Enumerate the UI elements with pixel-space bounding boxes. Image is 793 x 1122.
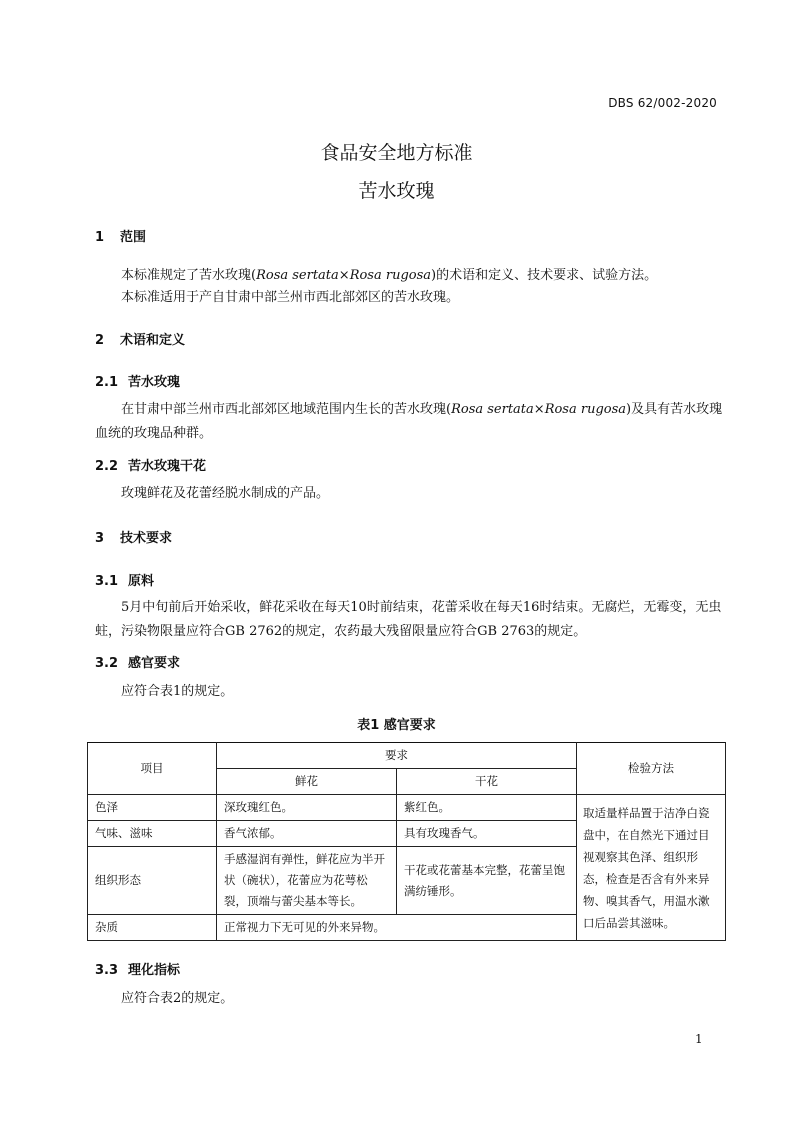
- section-2-2-paragraph: 玫瑰鲜花及花蕾经脱水制成的产品。: [121, 486, 330, 501]
- header-item: 项目: [88, 743, 217, 795]
- section-2-1-paragraph: 在甘肃中部兰州市西北部郊区地域范围内生长的苦水玫瑰(Rosa sertata×Rosa rugosa)及具有苦水玫瑰血统的玫瑰品种群。: [95, 402, 723, 441]
- inspection-method: 取适量样品置于洁净白瓷盘中，在自然光下通过目视观察其色泽、组织形态，检查是否含有外来异物、嗅其香气，用温水漱口后品尝其滋味。: [577, 795, 726, 941]
- header-fresh: 鲜花: [217, 769, 397, 795]
- row-dried: 具有玫瑰香气。: [397, 821, 577, 847]
- section-number: 1: [95, 230, 105, 245]
- header-requirement: 要求: [217, 743, 577, 769]
- row-item: 气味、滋味: [88, 821, 217, 847]
- row-fresh: 香气浓郁。: [217, 821, 397, 847]
- section-2-heading: 2 术语和定义: [95, 333, 186, 348]
- row-fresh: 深玫瑰红色。: [217, 795, 397, 821]
- row-dried: 干花或花蕾基本完整，花蕾呈饱满纺锤形。: [397, 847, 577, 915]
- table-row: [88, 795, 726, 821]
- section-3-2-heading: 3.2 感官要求: [95, 656, 181, 671]
- section-3-3-paragraph: 应符合表2的规定。: [121, 991, 234, 1006]
- row-fresh: 手感湿润有弹性，鲜花应为半开状（碗状），花蕾应为花萼松裂，顶端与蕾尖基本等长。: [217, 847, 397, 915]
- table-header-row: [88, 743, 726, 769]
- row-item: 组织形态: [88, 847, 217, 915]
- section-3-1-heading: 3.1 原料: [95, 574, 155, 589]
- sensory-requirements-table: [87, 742, 726, 941]
- row-item: 色泽: [88, 795, 217, 821]
- section-2-2-heading: 2.2 苦水玫瑰干花: [95, 459, 207, 474]
- document-subtitle: 苦水玫瑰: [358, 180, 435, 202]
- section-2-1-heading: 2.1 苦水玫瑰: [95, 375, 181, 390]
- section-3-3-heading: 3.3 理化指标: [95, 963, 181, 978]
- row-item: 杂质: [88, 915, 217, 941]
- section-3-2-paragraph: 应符合表1的规定。: [121, 684, 234, 699]
- page-number: 1: [695, 1032, 703, 1046]
- section-1-paragraph-2: 本标准适用于产自甘肃中部兰州市西北部郊区的苦水玫瑰。: [121, 290, 460, 305]
- section-3-1-paragraph: 5月中旬前后开始采收，鲜花采收在每天10时前结束，花蕾采收在每天16时结束。无腐烂，无霉变，无虫蛀，污染物限量应符合GB 2762的规定，农药最大残留限量应符合GB 2763的规定。: [95, 600, 722, 639]
- standard-code: DBS 62/002-2020: [608, 96, 717, 110]
- table-1-caption: 表1 感官要求: [357, 718, 436, 733]
- section-1-paragraph-1: 本标准规定了苦水玫瑰(Rosa sertata×Rosa rugosa)的术语和定义、技术要求、试验方法。: [121, 268, 658, 283]
- document-title: 食品安全地方标准: [320, 142, 473, 164]
- row-dried: 紫红色。: [397, 795, 577, 821]
- section-title: 范围: [120, 230, 147, 245]
- section-3-heading: 3 技术要求: [95, 531, 173, 546]
- row-merged-requirement: 正常视力下无可见的外来异物。: [217, 915, 577, 941]
- section-1-heading: [95, 226, 146, 245]
- header-dried: 干花: [397, 769, 577, 795]
- header-method: 检验方法: [577, 743, 726, 795]
